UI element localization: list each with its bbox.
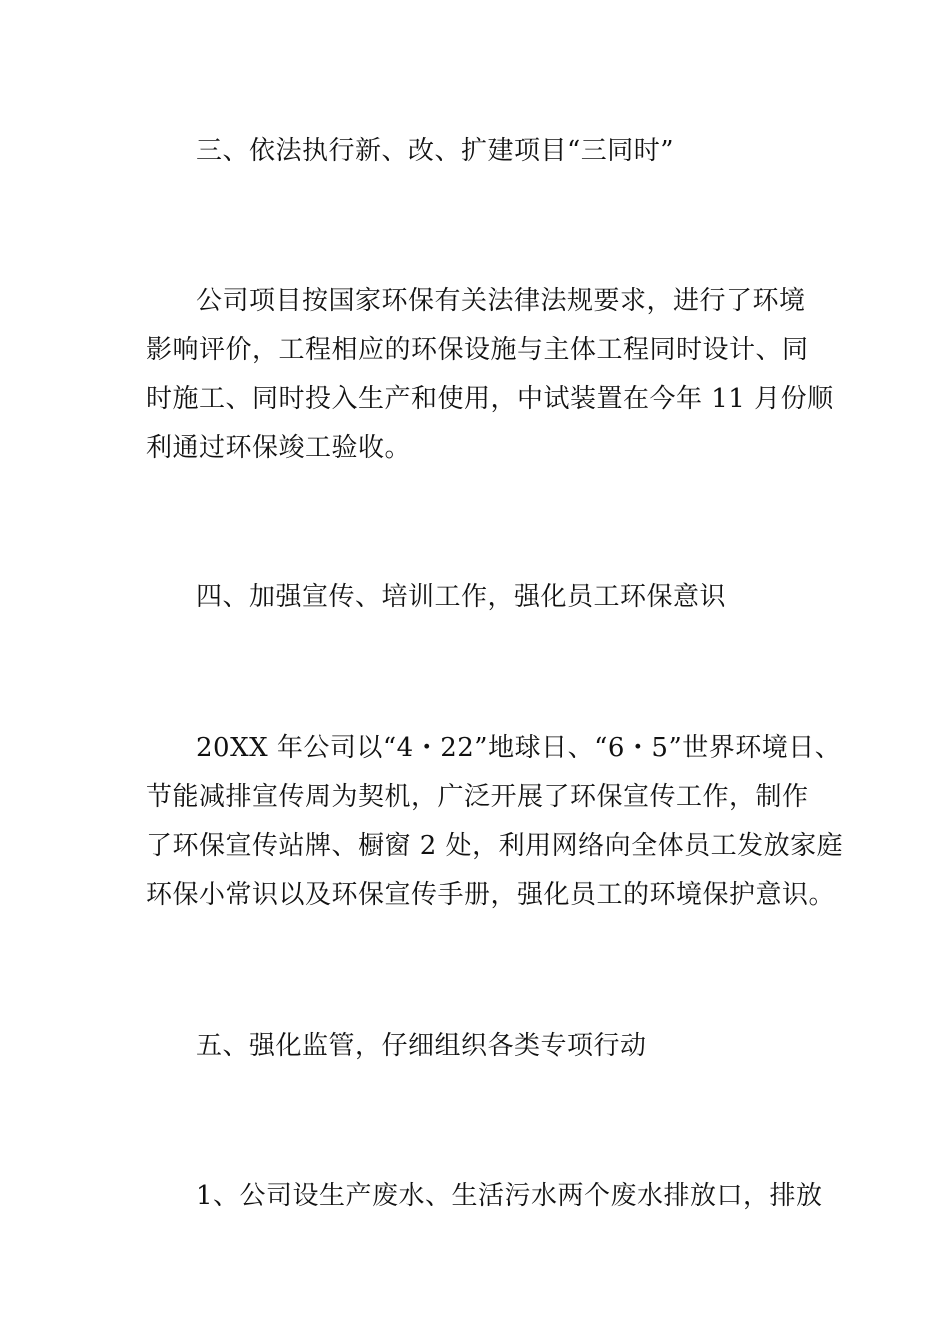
paragraph-line: 利通过环保竣工验收。	[146, 433, 412, 463]
paragraph-line: 了环保宣传站牌、橱窗 2 处，利用网络向全体员工发放家庭	[146, 831, 844, 861]
section-heading-4: 四、加强宣传、培训工作，强化员工环保意识	[196, 582, 727, 612]
paragraph-line: 20XX 年公司以“4・22”地球日、“6・5”世界环境日、	[196, 733, 842, 763]
paragraph-line: 节能减排宣传周为契机，广泛开展了环保宣传工作，制作	[146, 782, 809, 812]
section-heading-3: 三、依法执行新、改、扩建项目“三同时”	[196, 136, 675, 166]
paragraph-line: 时施工、同时投入生产和使用，中试装置在今年 11 月份顺	[146, 384, 834, 414]
section-heading-5: 五、强化监管，仔细组织各类专项行动	[196, 1031, 647, 1061]
paragraph-line: 环保小常识以及环保宣传手册，强化员工的环境保护意识。	[146, 880, 836, 910]
paragraph-line: 影响评价，工程相应的环保设施与主体工程同时设计、同	[146, 335, 809, 365]
paragraph-line: 公司项目按国家环保有关法律法规要求，进行了环境	[196, 286, 806, 316]
paragraph-line: 1、公司设生产废水、生活污水两个废水排放口，排放	[196, 1181, 823, 1211]
